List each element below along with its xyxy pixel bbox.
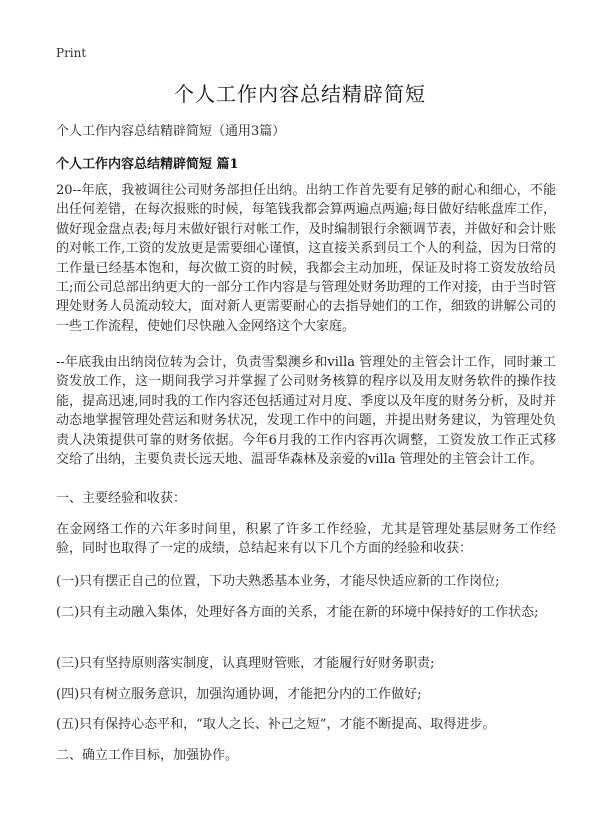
document-subtitle: 个人工作内容总结精辟简短（通用3篇） <box>56 124 286 139</box>
list-item-4: (四)只有树立服务意识，加强沟通协调，才能把分内的工作做好; <box>56 687 422 702</box>
list-item-1: (一)只有摆正自己的位置，下功夫熟悉基本业务，才能尽快适应新的工作岗位; <box>56 574 500 589</box>
heading-work-goals: 二、确立工作目标，加强协作。 <box>56 748 239 763</box>
heading-main-experience: 一、主要经验和收获： <box>56 491 187 506</box>
paragraph-1: 20--年底，我被调往公司财务部担任出纳。出纳工作首先要有足够的耐心和细心，不能出任何差错，在每次报账的时候，每笔钱我都会算两遍点两遍;每日做好结帐盘库工作，做好现金盘点表;每月末做好银行对帐工作，及时编制银行余额调节表，并做好和会计账的对帐工作,工资的发放更是需要细心谨慎，这直接关系到员工个人的利益，因为日常的工作量已经基本饱和，每次做工资的时候，我都会主动加班，保证及时将工资发放给员工;而公司总部出纳更大的一部分工作内容是与管理处财务助理的工作对接，由于当时管理处财务人员流动较大，面对新人更需要耐心的去指导她们的工作，细致的讲解公司的一些工作流程，使她们尽快融入金网络这个大家庭。 <box>56 183 556 334</box>
print-link[interactable]: Print <box>56 46 87 60</box>
intro-paragraph: 在金网络工作的六年多时间里，积累了许多工作经验，尤其是管理处基层财务工作经验，同时也取得了一定的成绩，总结起来有以下几个方面的经验和收获： <box>56 522 556 557</box>
page-title: 个人工作内容总结精辟简短 <box>174 82 426 106</box>
section-heading: 个人工作内容总结精辟简短 篇1 <box>56 157 239 172</box>
list-item-5: (五)只有保持心态平和，“取人之长、补己之短”，才能不断提高、取得进步。 <box>56 717 496 732</box>
list-item-3: (三)只有坚持原则落实制度，认真理财管账，才能履行好财务职责; <box>56 656 435 671</box>
list-item-2: (二)只有主动融入集体，处理好各方面的关系，才能在新的环境中保持好的工作状态; <box>56 605 539 620</box>
paragraph-2: --年底我由出纳岗位转为会计，负责雪梨澳乡和villa 管理处的主管会计工作，同时兼工资发放工作，这一期间我学习并掌握了公司财务核算的程序以及用友财务软件的操作技能，提高迅速,同时我的工作内容还包括通过对月度、季度以及年度的财务分析，及时并动态地掌握管理处营运和财务状况，发现工作中的问题，并提出财务建议，为管理处负责人决策提供可靠的财务依据。今年6月我的工作内容再次调整，工资发放工作正式移交给了出纳，主要负责长远天地、温哥华森林及亲爱的villa 管理处的主管会计工作。 <box>56 355 556 468</box>
